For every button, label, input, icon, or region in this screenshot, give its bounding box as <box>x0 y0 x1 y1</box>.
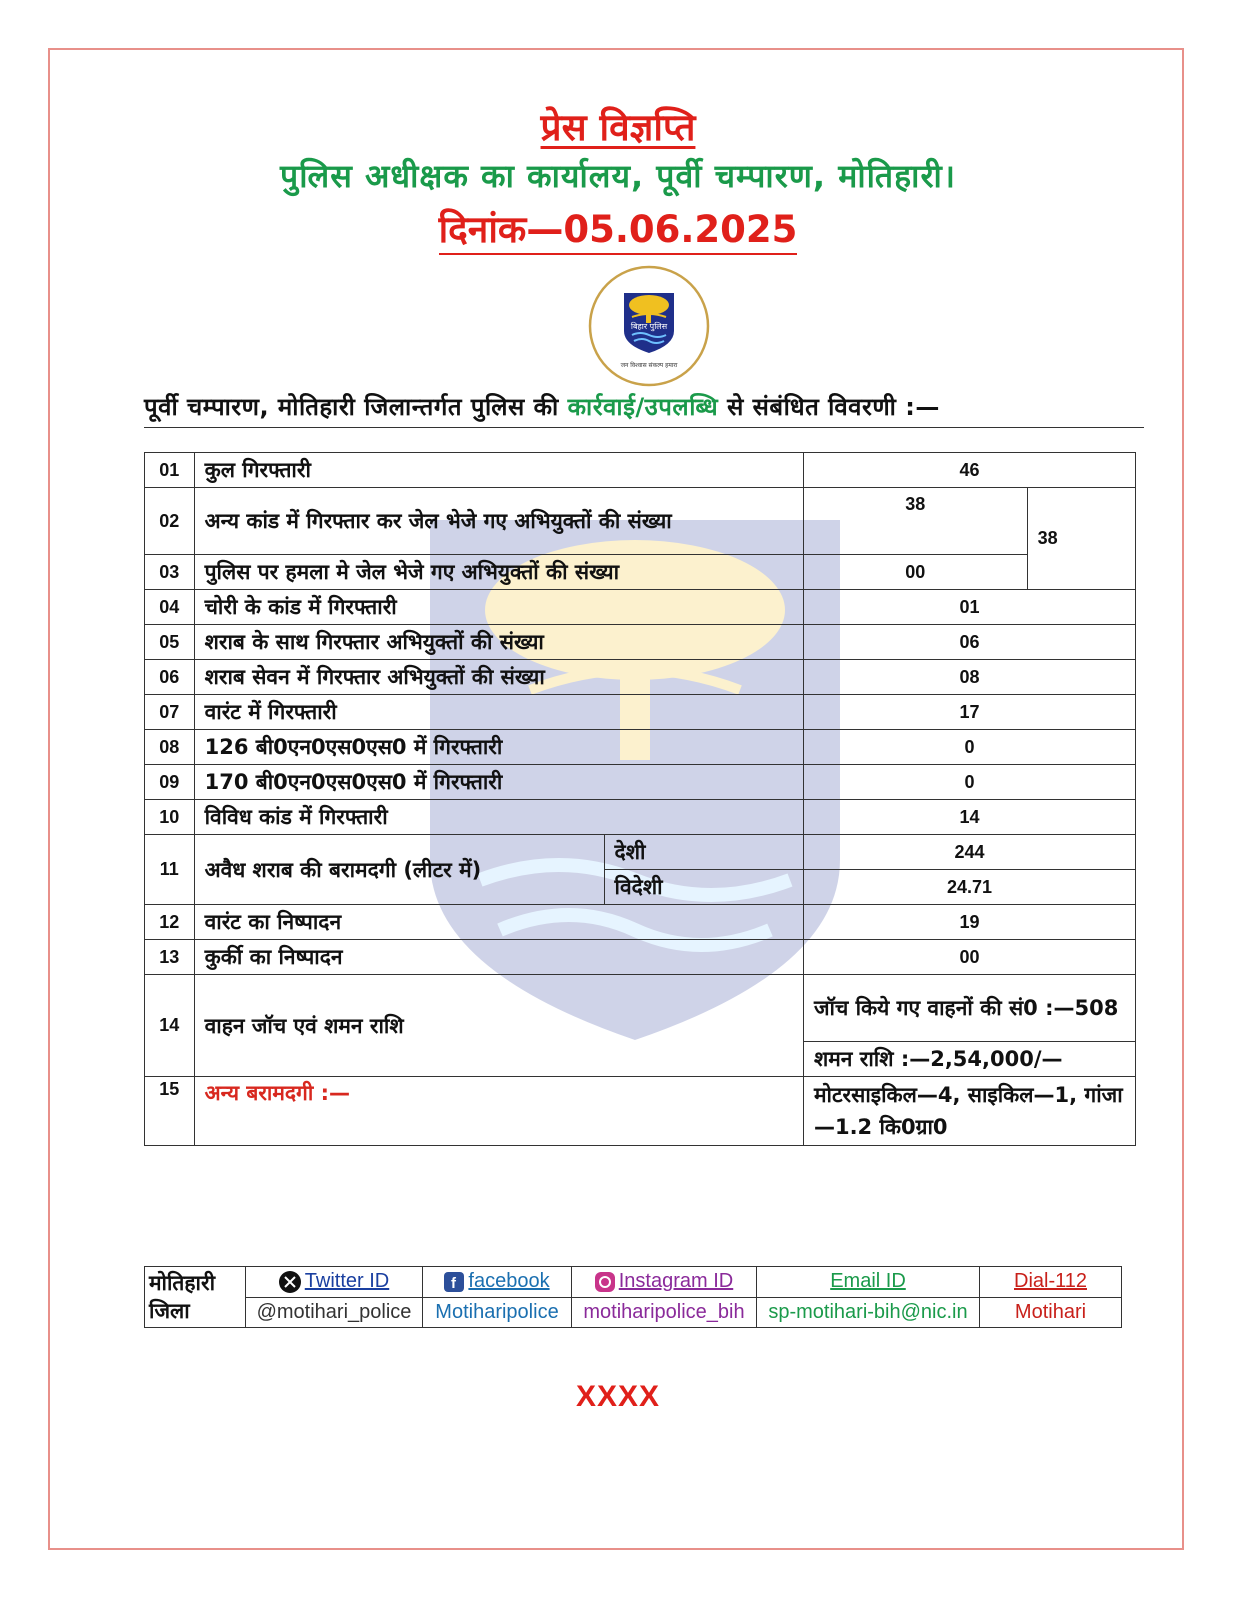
table-row <box>145 555 1136 590</box>
row-value: 38 <box>803 488 1027 555</box>
row-description: वारंट में गिरफ्तारी <box>194 695 803 730</box>
row-description: शराब के साथ गिरफ्तार अभियुक्तों की संख्या <box>194 625 803 660</box>
row-number: 05 <box>145 625 195 660</box>
table-row <box>145 940 1136 975</box>
email-link[interactable]: Email ID <box>757 1267 980 1298</box>
table-row <box>145 730 1136 765</box>
row-number: 13 <box>145 940 195 975</box>
row-description: विविध कांड में गिरफ्तारी <box>194 800 803 835</box>
facebook-icon <box>444 1272 464 1292</box>
row-number: 09 <box>145 765 195 800</box>
row-number: 02 <box>145 488 195 555</box>
end-mark: XXXX <box>575 1380 661 1413</box>
contact-footer <box>144 1266 1122 1328</box>
row-number: 03 <box>145 555 195 590</box>
table-row <box>145 800 1136 835</box>
section-heading: पूर्वी चम्पारण, मोतिहारी जिलान्तर्गत पुलिस की कार्रवाई/उपलब्धि से संबंधित विवरणी :— <box>144 390 1144 428</box>
instagram-link[interactable]: Instagram ID <box>572 1267 757 1298</box>
dial-link[interactable]: Dial-112 <box>980 1267 1122 1298</box>
email-address: sp-motihari-bih@nic.in <box>757 1297 980 1328</box>
facebook-link[interactable]: f facebook <box>423 1267 572 1298</box>
table-row <box>145 835 1136 870</box>
table-row <box>145 765 1136 800</box>
row-description: अन्य कांड में गिरफ्तार कर जेल भेजे गए अभियुक्तों की संख्या <box>194 488 803 555</box>
row-description: पुलिस पर हमला मे जेल भेजे गए अभियुक्तों की संख्या <box>194 555 803 590</box>
row-value: 46 <box>803 453 1135 488</box>
other-recovery-value: मोटरसाइकिल—4, साइकिल—1, गांजा—1.2 कि0ग्रा0 <box>803 1077 1135 1146</box>
table-row <box>145 905 1136 940</box>
row-number: 12 <box>145 905 195 940</box>
row-description: शराब सेवन में गिरफ्तार अभियुक्तों की संख्या <box>194 660 803 695</box>
row-description: 170 बी0एन0एस0एस0 में गिरफ्तारी <box>194 765 803 800</box>
penalty-amount: शमन राशि :—2,54,000/— <box>803 1042 1135 1077</box>
twitter-link[interactable]: Twitter ID <box>246 1267 423 1298</box>
table-row <box>145 660 1136 695</box>
dial-location: Motihari <box>980 1297 1122 1328</box>
row-description: अवैध शराब की बरामदगी (लीटर में) <box>194 835 604 905</box>
press-release-title: प्रेस विज्ञप्ति <box>540 106 696 149</box>
twitter-handle: @motihari_police <box>246 1297 423 1328</box>
row-description: कुर्की का निष्पादन <box>194 940 803 975</box>
row-value: 24.71 <box>803 870 1135 905</box>
row-value: 0 <box>803 730 1135 765</box>
row-value: 14 <box>803 800 1135 835</box>
row-description: 126 बी0एन0एस0एस0 में गिरफ्तारी <box>194 730 803 765</box>
row-value: 19 <box>803 905 1135 940</box>
svg-text:f: f <box>451 1274 457 1292</box>
row-value: 08 <box>803 660 1135 695</box>
row-description: वारंट का निष्पादन <box>194 905 803 940</box>
sub-label-deshi: देशी <box>604 835 803 870</box>
office-name: पुलिस अधीक्षक का कार्यालय, पूर्वी चम्पारण, मोतिहारी। <box>280 157 956 195</box>
instagram-icon <box>595 1272 615 1292</box>
table-row <box>145 695 1136 730</box>
row-number: 15 <box>145 1077 195 1146</box>
table-row <box>145 625 1136 660</box>
logo-name: बिहार पुलिस <box>630 322 668 331</box>
row-number: 07 <box>145 695 195 730</box>
row-number: 01 <box>145 453 195 488</box>
statistics-table <box>144 452 1136 1146</box>
table-row <box>145 975 1136 1042</box>
row-value: 06 <box>803 625 1135 660</box>
row-value: 244 <box>803 835 1135 870</box>
row-number: 06 <box>145 660 195 695</box>
bihar-police-logo <box>588 265 710 387</box>
row-description: चोरी के कांड में गिरफ्तारी <box>194 590 803 625</box>
row-description: वाहन जॉच एवं शमन राशि <box>194 975 803 1077</box>
table-row <box>145 453 1136 488</box>
table-row <box>145 590 1136 625</box>
row-number: 08 <box>145 730 195 765</box>
row-number: 14 <box>145 975 195 1077</box>
row-value: 01 <box>803 590 1135 625</box>
row-value: 00 <box>803 940 1135 975</box>
release-date: दिनांक—05.06.2025 <box>0 202 1236 253</box>
sub-label-videshi: विदेशी <box>604 870 803 905</box>
row-value: 17 <box>803 695 1135 730</box>
row-description: अन्य बरामदगी :— <box>194 1077 803 1146</box>
instagram-handle: motiharipolice_bih <box>572 1297 757 1328</box>
row-number: 11 <box>145 835 195 905</box>
table-row <box>145 488 1136 555</box>
vehicle-check-count: जॉच किये गए वाहनों की सं0 :—508 <box>803 975 1135 1042</box>
logo-motto: जन विश्वास संकल्प हमारा <box>620 362 678 369</box>
x-twitter-icon <box>279 1271 301 1293</box>
facebook-handle: Motiharipolice <box>423 1297 572 1328</box>
district-label: मोतिहारी जिला <box>145 1267 246 1328</box>
row-description: कुल गिरफ्तारी <box>194 453 803 488</box>
row-number: 10 <box>145 800 195 835</box>
table-row <box>145 1077 1136 1146</box>
row-value: 0 <box>803 765 1135 800</box>
row-value: 00 <box>803 555 1027 590</box>
group-total: 38 <box>1027 488 1135 590</box>
row-number: 04 <box>145 590 195 625</box>
